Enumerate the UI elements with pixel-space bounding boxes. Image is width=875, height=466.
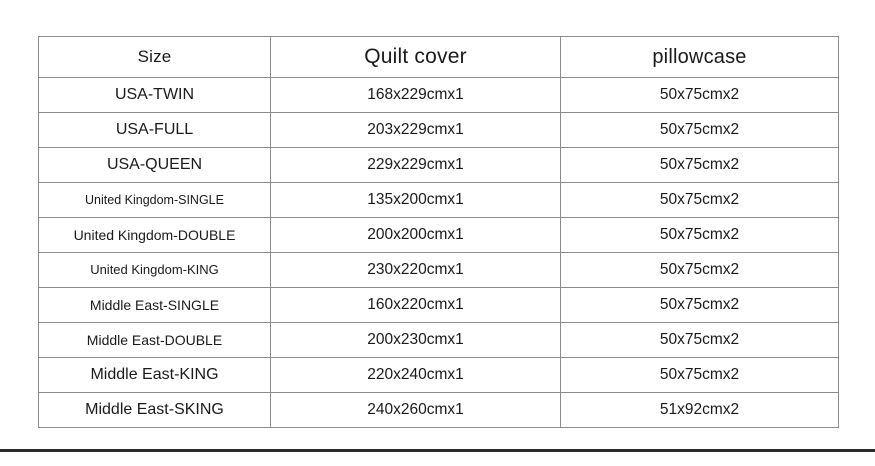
bedding-size-table [38, 36, 839, 428]
cell-size: USA-QUEEN [39, 148, 271, 183]
table-header-row [39, 37, 839, 78]
cell-quilt-cover: 200x200cmx1 [271, 218, 561, 253]
table-header [39, 37, 839, 78]
table-row [39, 148, 839, 183]
table-row [39, 113, 839, 148]
table-row [39, 253, 839, 288]
cell-size: Middle East-DOUBLE [39, 323, 271, 358]
cell-pillowcase: 50x75cmx2 [561, 253, 839, 288]
cell-quilt-cover: 203x229cmx1 [271, 113, 561, 148]
size-chart-container [38, 36, 838, 428]
cell-quilt-cover: 135x200cmx1 [271, 183, 561, 218]
cell-quilt-cover: 230x220cmx1 [271, 253, 561, 288]
cell-pillowcase: 50x75cmx2 [561, 148, 839, 183]
table-row [39, 183, 839, 218]
cell-quilt-cover: 160x220cmx1 [271, 288, 561, 323]
column-header-quilt-cover: Quilt cover [271, 37, 561, 78]
cell-quilt-cover: 168x229cmx1 [271, 78, 561, 113]
cell-quilt-cover: 220x240cmx1 [271, 358, 561, 393]
table-body [39, 78, 839, 428]
cell-size: USA-FULL [39, 113, 271, 148]
cell-pillowcase: 51x92cmx2 [561, 393, 839, 428]
cell-size: Middle East-KING [39, 358, 271, 393]
cell-size: United Kingdom-DOUBLE [39, 218, 271, 253]
cell-size: Middle East-SINGLE [39, 288, 271, 323]
cell-size: United Kingdom-SINGLE [39, 183, 271, 218]
cell-pillowcase: 50x75cmx2 [561, 323, 839, 358]
cell-size: USA-TWIN [39, 78, 271, 113]
cell-pillowcase: 50x75cmx2 [561, 288, 839, 323]
cell-quilt-cover: 240x260cmx1 [271, 393, 561, 428]
table-row [39, 218, 839, 253]
cell-pillowcase: 50x75cmx2 [561, 358, 839, 393]
cell-size: United Kingdom-KING [39, 253, 271, 288]
column-header-pillowcase: pillowcase [561, 37, 839, 78]
cell-quilt-cover: 229x229cmx1 [271, 148, 561, 183]
cell-pillowcase: 50x75cmx2 [561, 113, 839, 148]
column-header-size: Size [39, 37, 271, 78]
page-divider-rule [0, 449, 875, 452]
cell-quilt-cover: 200x230cmx1 [271, 323, 561, 358]
table-row [39, 288, 839, 323]
table-row [39, 358, 839, 393]
cell-pillowcase: 50x75cmx2 [561, 218, 839, 253]
table-row [39, 78, 839, 113]
cell-size: Middle East-SKING [39, 393, 271, 428]
cell-pillowcase: 50x75cmx2 [561, 183, 839, 218]
table-row [39, 393, 839, 428]
cell-pillowcase: 50x75cmx2 [561, 78, 839, 113]
table-row [39, 323, 839, 358]
